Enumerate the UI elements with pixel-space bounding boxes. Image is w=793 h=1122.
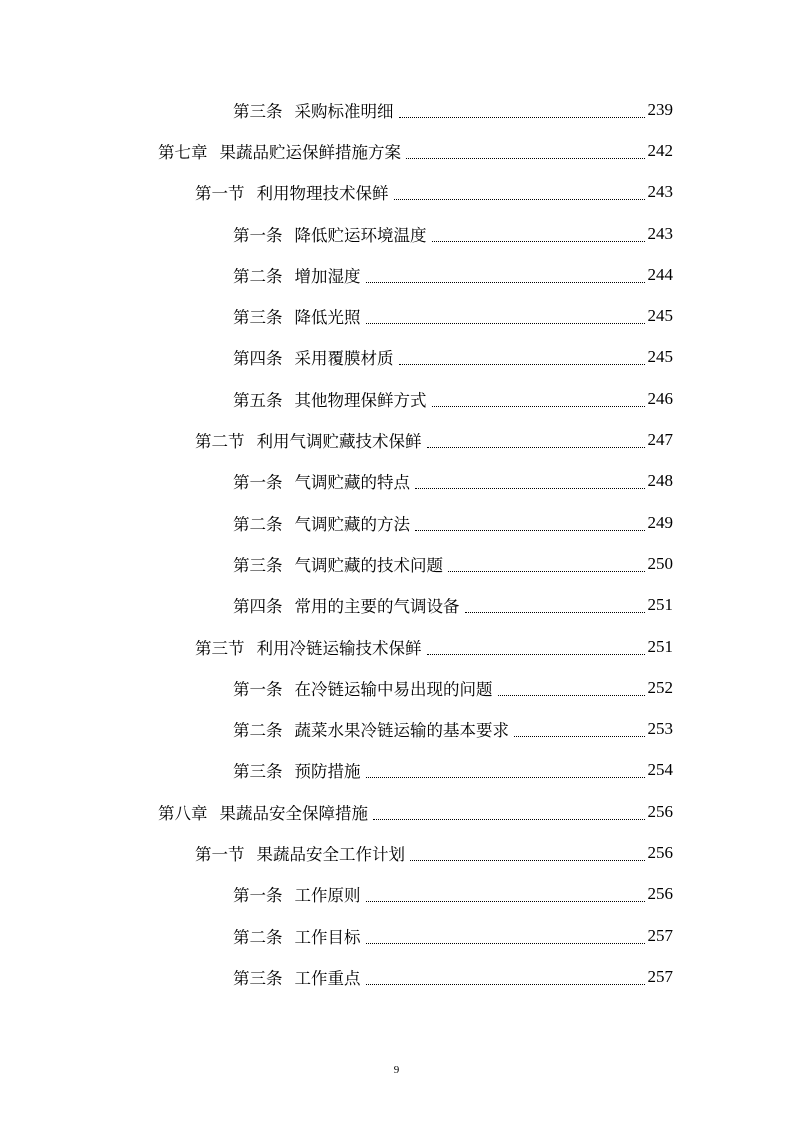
toc-entry[interactable] <box>0 543 793 584</box>
dot-leader <box>394 198 645 200</box>
dot-leader <box>366 983 645 985</box>
toc-entry-label <box>233 387 429 411</box>
toc-entry-number: 第二条 <box>233 721 283 741</box>
dot-leader <box>366 942 645 944</box>
dot-leader <box>373 818 645 820</box>
toc-entry-page: 252 <box>647 677 673 697</box>
toc-entry-page: 244 <box>647 264 673 284</box>
toc-entry-page: 256 <box>647 801 673 821</box>
toc-entry-page: 243 <box>647 223 673 243</box>
toc-entry-title: 果蔬品安全工作计划 <box>256 844 405 864</box>
toc-entry[interactable] <box>0 626 793 667</box>
toc-entry-title: 采用覆膜材质 <box>294 349 394 369</box>
dot-leader <box>514 735 645 737</box>
toc-entry-label <box>195 841 407 865</box>
toc-entry-page: 248 <box>647 471 673 491</box>
toc-entry-number: 第四条 <box>233 597 283 617</box>
toc-entry[interactable] <box>0 585 793 626</box>
toc-entry-number: 第七章 <box>158 142 208 162</box>
toc-entry-label <box>233 717 511 741</box>
dot-leader <box>406 157 645 159</box>
toc-entry-title: 气调贮藏的特点 <box>294 473 410 493</box>
dot-leader <box>415 529 645 531</box>
toc-entry-title: 利用气调贮藏技术保鲜 <box>256 432 422 452</box>
toc-entry[interactable] <box>0 419 793 460</box>
toc-entry-number: 第三条 <box>233 555 283 575</box>
dot-leader <box>399 363 645 365</box>
toc-entry-label <box>158 800 370 824</box>
toc-entry-title: 利用物理技术保鲜 <box>256 184 389 204</box>
dot-leader <box>415 487 645 489</box>
toc-entry-page: 250 <box>647 553 673 573</box>
toc-entry-page: 257 <box>647 925 673 945</box>
toc-entry-label <box>233 593 462 617</box>
dot-leader <box>399 116 645 118</box>
dot-leader <box>366 281 645 283</box>
toc-entry[interactable] <box>0 791 793 832</box>
toc-entry-page: 245 <box>647 347 673 367</box>
dot-leader <box>427 446 645 448</box>
toc-entry-number: 第一条 <box>233 886 283 906</box>
toc-entry-number: 第三条 <box>233 308 283 328</box>
toc-entry-label <box>233 345 396 369</box>
toc-entry-label <box>195 180 391 204</box>
toc-entry[interactable] <box>0 874 793 915</box>
toc-entry[interactable] <box>0 89 793 130</box>
toc-entry-label <box>233 511 412 535</box>
toc-entry-label <box>233 676 495 700</box>
toc-entry[interactable] <box>0 750 793 791</box>
dot-leader <box>366 900 645 902</box>
toc-entry-label <box>233 222 429 246</box>
toc-entry-number: 第一条 <box>233 679 283 699</box>
toc-entry-number: 第八章 <box>158 803 208 823</box>
toc-entry[interactable] <box>0 295 793 336</box>
toc-entry-number: 第二条 <box>233 266 283 286</box>
toc-entry-label <box>233 98 396 122</box>
toc-entry[interactable] <box>0 337 793 378</box>
toc-entry-page: 243 <box>647 182 673 202</box>
toc-entry-title: 增加湿度 <box>294 266 361 286</box>
toc-entry-number: 第一条 <box>233 473 283 493</box>
toc-entry-title: 采购标准明细 <box>294 101 394 121</box>
toc-entry-title: 利用冷链运输技术保鲜 <box>256 638 422 658</box>
toc-entry-title: 预防措施 <box>294 762 361 782</box>
toc-entry-title: 气调贮藏的技术问题 <box>294 555 443 575</box>
toc-entry[interactable] <box>0 172 793 213</box>
toc-entry-page: 239 <box>647 99 673 119</box>
toc-entry-title: 蔬菜水果冷链运输的基本要求 <box>294 721 509 741</box>
toc-entry-page: 254 <box>647 760 673 780</box>
toc-entry[interactable] <box>0 213 793 254</box>
toc-entry-page: 249 <box>647 512 673 532</box>
toc-entry[interactable] <box>0 708 793 749</box>
toc-entry[interactable] <box>0 667 793 708</box>
dot-leader <box>410 859 645 861</box>
toc-entry-number: 第三节 <box>195 638 245 658</box>
toc-entry[interactable] <box>0 130 793 171</box>
toc-entry-page: 256 <box>647 842 673 862</box>
toc-entry-number: 第一条 <box>233 225 283 245</box>
toc-entry-number: 第一节 <box>195 184 245 204</box>
toc-entry-page: 257 <box>647 966 673 986</box>
toc-entry-label <box>233 965 363 989</box>
toc-entry-number: 第五条 <box>233 390 283 410</box>
toc-entry-label <box>233 882 363 906</box>
toc-entry-title: 常用的主要的气调设备 <box>294 597 460 617</box>
table-of-contents <box>0 89 793 998</box>
dot-leader <box>448 570 645 572</box>
toc-entry-page: 246 <box>647 388 673 408</box>
toc-entry-number: 第二条 <box>233 514 283 534</box>
toc-entry-page: 256 <box>647 884 673 904</box>
toc-entry-label <box>158 139 403 163</box>
toc-entry[interactable] <box>0 254 793 295</box>
toc-entry[interactable] <box>0 502 793 543</box>
toc-entry-number: 第三条 <box>233 101 283 121</box>
dot-leader <box>366 322 645 324</box>
toc-entry-page: 251 <box>647 595 673 615</box>
toc-entry-title: 降低贮运环境温度 <box>294 225 427 245</box>
toc-entry-label <box>233 552 445 576</box>
toc-entry-title: 果蔬品安全保障措施 <box>219 803 368 823</box>
toc-entry-label <box>233 263 363 287</box>
dot-leader <box>432 405 645 407</box>
toc-entry-title: 降低光照 <box>294 308 361 328</box>
toc-entry-title: 在冷链运输中易出现的问题 <box>294 679 493 699</box>
toc-entry[interactable] <box>0 915 793 956</box>
toc-entry-label <box>195 635 424 659</box>
dot-leader <box>432 240 645 242</box>
toc-entry-label <box>233 758 363 782</box>
toc-entry-number: 第一节 <box>195 844 245 864</box>
toc-entry[interactable] <box>0 461 793 502</box>
toc-entry-number: 第四条 <box>233 349 283 369</box>
toc-entry-number: 第三条 <box>233 968 283 988</box>
toc-entry-page: 245 <box>647 306 673 326</box>
toc-entry[interactable] <box>0 832 793 873</box>
toc-entry-title: 工作原则 <box>294 886 361 906</box>
toc-entry-title: 果蔬品贮运保鲜措施方案 <box>219 142 401 162</box>
toc-entry-number: 第二节 <box>195 432 245 452</box>
toc-entry[interactable] <box>0 378 793 419</box>
toc-entry-page: 251 <box>647 636 673 656</box>
toc-entry-page: 242 <box>647 140 673 160</box>
toc-entry-title: 气调贮藏的方法 <box>294 514 410 534</box>
toc-entry-number: 第二条 <box>233 927 283 947</box>
dot-leader <box>366 776 645 778</box>
toc-entry-label <box>233 304 363 328</box>
toc-entry-label <box>195 428 424 452</box>
toc-entry-title: 工作重点 <box>294 968 361 988</box>
toc-entry-page: 253 <box>647 719 673 739</box>
dot-leader <box>427 653 645 655</box>
toc-entry-page: 247 <box>647 430 673 450</box>
toc-entry-title: 工作目标 <box>294 927 361 947</box>
dot-leader <box>498 694 645 696</box>
dot-leader <box>465 611 645 613</box>
toc-entry-number: 第三条 <box>233 762 283 782</box>
toc-entry-title: 其他物理保鲜方式 <box>294 390 427 410</box>
toc-entry-label <box>233 469 412 493</box>
toc-entry-label <box>233 924 363 948</box>
toc-entry[interactable] <box>0 956 793 997</box>
page-number: 9 <box>393 1064 400 1076</box>
